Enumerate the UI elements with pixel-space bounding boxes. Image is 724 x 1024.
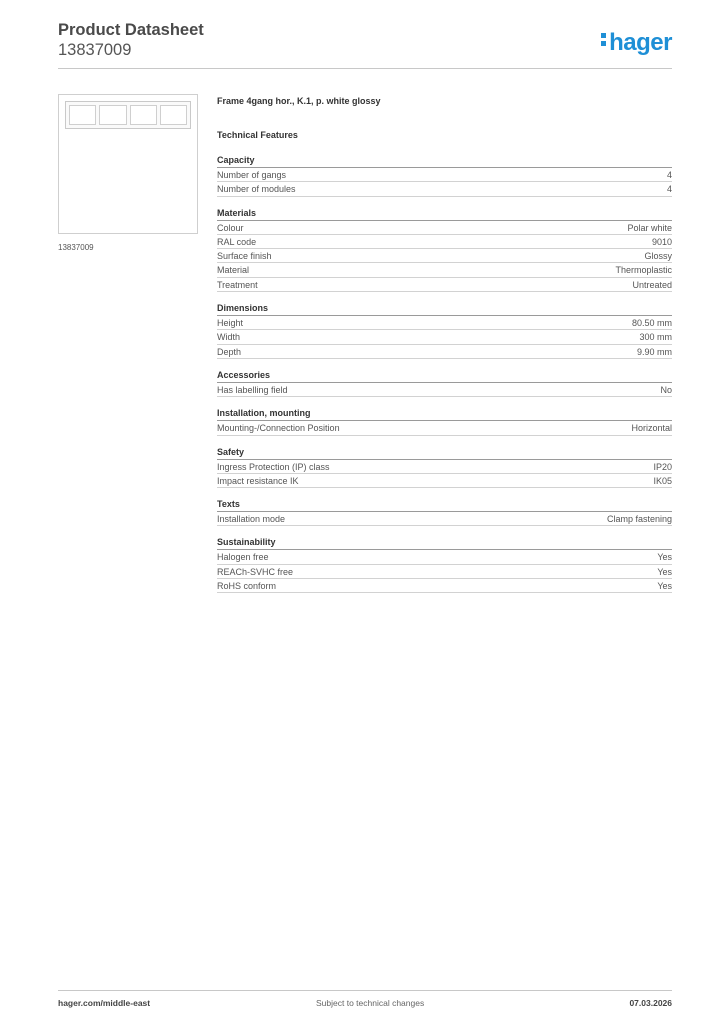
spec-content xyxy=(217,96,672,593)
image-caption: 13837009 xyxy=(58,243,94,252)
spec-label: REACh-SVHC free xyxy=(217,566,294,577)
spec-label: RAL code xyxy=(217,236,257,247)
footer-website: hager.com/middle-east xyxy=(58,998,151,1008)
spec-row xyxy=(217,460,672,474)
section-title: Installation, mounting xyxy=(217,408,672,421)
technical-features-title: Technical Features xyxy=(217,130,298,140)
spec-row xyxy=(217,345,672,359)
spec-value: Yes xyxy=(657,581,672,592)
spec-label: RoHS conform xyxy=(217,581,277,592)
spec-value: 4 xyxy=(666,184,672,195)
section-title: Sustainability xyxy=(217,537,672,550)
spec-row xyxy=(217,565,672,579)
spec-label: Number of gangs xyxy=(217,170,287,180)
spec-label: Material xyxy=(217,265,250,276)
spec-row xyxy=(217,474,672,488)
spec-section xyxy=(217,370,672,397)
section-title: Materials xyxy=(217,208,672,221)
spec-label: Installation mode xyxy=(217,514,286,525)
spec-value: 80.50 mm xyxy=(631,318,672,329)
document-number: 13837009 xyxy=(58,41,132,59)
spec-value: No xyxy=(660,384,672,395)
footer-note: Subject to technical changes xyxy=(316,998,425,1008)
section-title: Texts xyxy=(217,499,672,512)
logo-dots-icon xyxy=(601,30,607,49)
header-divider xyxy=(58,68,672,69)
spec-value: Yes xyxy=(657,566,672,577)
spec-section xyxy=(217,537,672,593)
spec-label: Width xyxy=(217,332,241,343)
product-name: Frame 4gang hor., K.1, p. white glossy xyxy=(217,96,381,106)
spec-section xyxy=(217,155,672,197)
spec-label: Ingress Protection (IP) class xyxy=(217,461,330,472)
spec-value: Polar white xyxy=(627,222,672,233)
section-title: Safety xyxy=(217,447,672,460)
spec-row xyxy=(217,512,672,526)
spec-label: Has labelling field xyxy=(217,384,288,395)
spec-section xyxy=(217,499,672,526)
spec-value: Yes xyxy=(657,552,672,563)
spec-value: IK05 xyxy=(653,475,672,486)
spec-section xyxy=(217,303,672,359)
spec-value: Glossy xyxy=(644,251,672,262)
spec-value: 9.90 mm xyxy=(636,346,672,357)
spec-label: Mounting-/Connection Position xyxy=(217,423,340,434)
spec-label: Halogen free xyxy=(217,552,269,563)
section-title: Accessories xyxy=(217,370,672,383)
spec-row xyxy=(217,278,672,292)
spec-section xyxy=(217,447,672,489)
section-title: Dimensions xyxy=(217,303,672,316)
spec-section xyxy=(217,408,672,435)
spec-row xyxy=(217,383,672,397)
spec-label: Depth xyxy=(217,346,242,357)
spec-row xyxy=(217,263,672,277)
spec-value: Horizontal xyxy=(631,423,672,434)
spec-row xyxy=(217,221,672,235)
spec-value: Clamp fastening xyxy=(606,514,672,525)
document-title: Product Datasheet xyxy=(58,21,204,39)
spec-value: Thermoplastic xyxy=(615,265,672,276)
spec-label: Treatment xyxy=(217,279,258,290)
logo-text: hager xyxy=(609,29,672,56)
footer-divider xyxy=(58,990,672,991)
spec-value: IP20 xyxy=(653,461,672,472)
spec-row xyxy=(217,421,672,435)
spec-row xyxy=(217,330,672,344)
spec-value: 9010 xyxy=(651,236,672,247)
spec-label: Impact resistance IK xyxy=(217,475,299,486)
spec-label: Surface finish xyxy=(217,251,272,262)
hager-logo xyxy=(601,29,672,57)
product-image xyxy=(58,94,198,234)
spec-label: Height xyxy=(217,318,244,329)
spec-section xyxy=(217,208,672,292)
footer-date: 07.03.2026 xyxy=(629,998,672,1008)
spec-sections xyxy=(217,155,672,593)
spec-value: 300 mm xyxy=(639,332,672,343)
spec-row xyxy=(217,249,672,263)
spec-row xyxy=(217,235,672,249)
spec-row xyxy=(217,550,672,564)
spec-row xyxy=(217,316,672,330)
spec-value: 4 xyxy=(666,170,672,180)
frame-4gang-icon xyxy=(65,101,191,129)
spec-row xyxy=(217,168,672,182)
spec-label: Number of modules xyxy=(217,184,296,195)
spec-label: Colour xyxy=(217,222,244,233)
spec-value: Untreated xyxy=(632,279,672,290)
spec-row xyxy=(217,579,672,593)
spec-row xyxy=(217,182,672,196)
page-header xyxy=(58,21,672,60)
section-title: Capacity xyxy=(217,155,672,168)
